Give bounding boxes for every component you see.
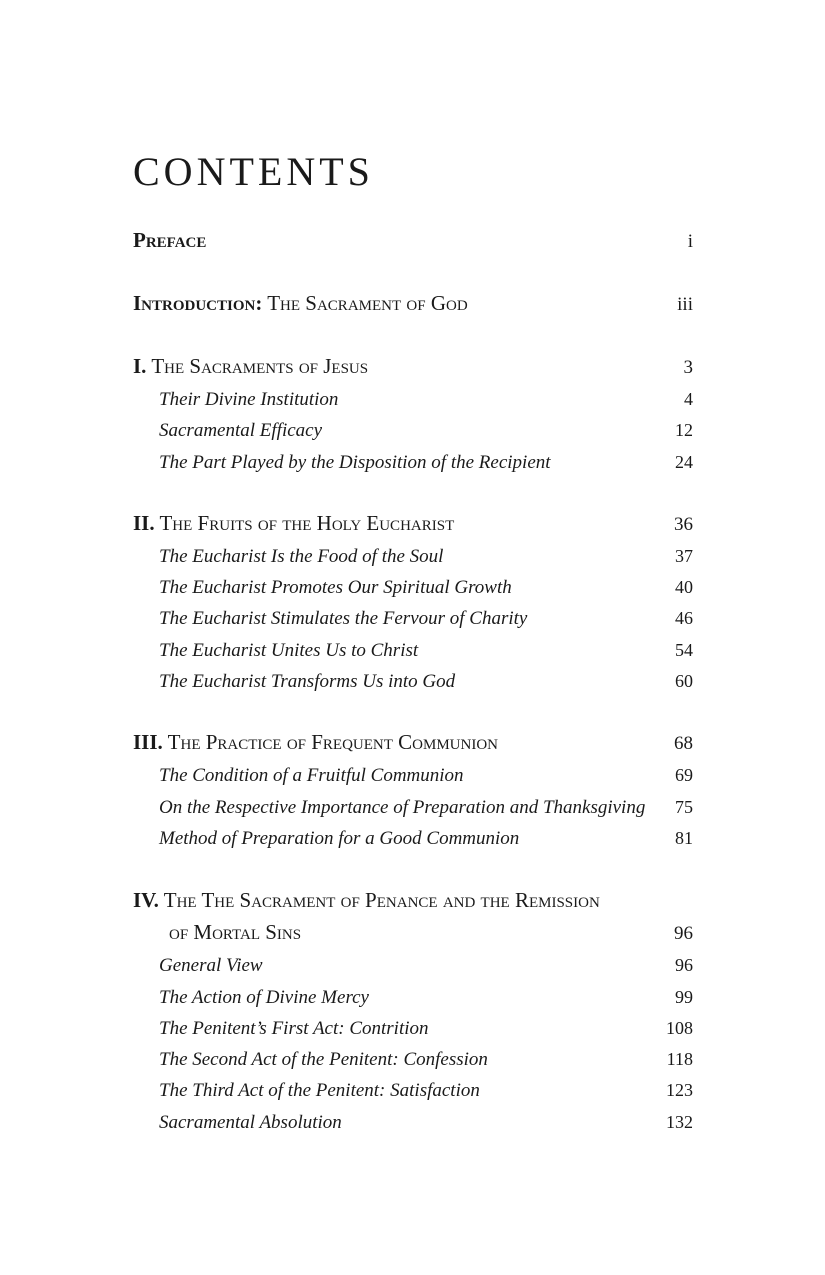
toc-subentry[interactable]	[133, 666, 693, 697]
toc-subentry[interactable]	[133, 603, 693, 634]
toc-entry-subtitle: The Sacrament of God	[267, 291, 468, 315]
toc-subentry[interactable]	[133, 792, 693, 823]
toc-subentry[interactable]	[133, 635, 693, 666]
toc-entry-label: Preface	[133, 228, 207, 252]
toc-page-number: i	[687, 231, 693, 252]
toc-subentry-label: General View	[159, 955, 263, 977]
toc-page-number: 3	[683, 357, 693, 378]
toc-subentry-label: The Eucharist Unites Us to Christ	[159, 639, 419, 661]
toc-entry-prefix: Introduction:	[133, 291, 263, 315]
toc-subentry[interactable]	[133, 1075, 693, 1106]
toc-subentry[interactable]	[133, 415, 693, 446]
toc-subentry-label: The Condition of a Fruitful Communion	[159, 765, 464, 787]
toc-subentry-label: The Eucharist Stimulates the Fervour of Charity	[159, 608, 528, 630]
toc-page-number: 54	[675, 639, 693, 660]
toc-page-number: 68	[674, 733, 693, 755]
toc-page-number: iii	[677, 294, 693, 315]
toc-subentry[interactable]	[133, 1107, 693, 1138]
toc-section-heading	[133, 507, 454, 539]
section-number: II.	[133, 510, 155, 535]
toc-page-number: 132	[666, 1111, 693, 1132]
toc-subentry[interactable]	[133, 982, 693, 1013]
toc-page-number: 4	[684, 389, 693, 409]
toc-page-number: 12	[675, 420, 693, 441]
section-title-continuation: of Mortal Sins	[169, 920, 302, 945]
toc-page-number: 75	[675, 796, 693, 817]
toc-subentry-label: The Eucharist Is the Food of the Soul	[159, 545, 444, 567]
toc-section-4[interactable]	[133, 884, 693, 916]
toc-page-number: 46	[675, 608, 693, 629]
toc-subentry[interactable]	[133, 384, 693, 415]
toc-page-number: 81	[675, 827, 693, 848]
section-number: IV.	[133, 888, 159, 913]
toc-section-2[interactable]	[133, 507, 693, 541]
toc-subentry-label: On the Respective Importance of Preparation and Thanksgiving	[159, 796, 646, 818]
toc-page-number: 60	[675, 671, 693, 692]
toc-page-number: 96	[674, 923, 693, 945]
section-title: The Fruits of the Holy Eucharist	[159, 510, 455, 535]
toc-section-4-continuation[interactable]	[133, 916, 693, 950]
toc-subentry-label: The Part Played by the Disposition of the Recipient	[159, 451, 551, 473]
toc-section-heading	[133, 726, 498, 758]
toc-page-number: 36	[674, 513, 693, 535]
toc-page-number: 40	[675, 577, 693, 598]
toc-section-heading	[133, 350, 368, 382]
section-title: The Practice of Frequent Communion	[167, 730, 499, 755]
toc-subentry[interactable]	[133, 572, 693, 603]
toc-subentry[interactable]	[133, 541, 693, 572]
section-title: The Sacraments of Jesus	[151, 354, 369, 378]
page-title: CONTENTS	[133, 149, 374, 194]
toc-section-heading	[133, 884, 600, 916]
toc-page-number: 69	[675, 765, 693, 786]
toc-subentry[interactable]	[133, 760, 693, 791]
toc-subentry-label: The Second Act of the Penitent: Confession	[159, 1049, 488, 1071]
toc-page-number: 24	[675, 451, 693, 472]
toc-subentry-label: Sacramental Efficacy	[159, 420, 323, 442]
toc-section-3[interactable]	[133, 726, 693, 760]
toc-subentry-label: The Eucharist Promotes Our Spiritual Growth	[159, 577, 512, 599]
toc-entry-preface[interactable]	[133, 224, 693, 258]
toc-entry-label	[133, 287, 468, 319]
toc-subentry[interactable]	[133, 1013, 693, 1044]
section-number: I.	[133, 354, 147, 378]
toc-subentry-label: Method of Preparation for a Good Communion	[159, 827, 520, 849]
section-title: The The Sacrament of Penance and the Remission	[163, 888, 600, 913]
toc-subentry[interactable]	[133, 447, 693, 478]
toc-subentry-label: The Action of Divine Mercy	[159, 986, 369, 1008]
toc-page-number: 118	[666, 1049, 693, 1070]
toc-page-number: 37	[675, 545, 693, 566]
toc-subentry-label: The Third Act of the Penitent: Satisfaction	[159, 1080, 480, 1102]
toc-subentry-label: The Eucharist Transforms Us into God	[159, 671, 456, 693]
toc-entry-introduction[interactable]	[133, 287, 693, 321]
table-of-contents	[133, 220, 693, 1138]
toc-page-number: 96	[675, 955, 693, 976]
toc-page-number: 108	[666, 1017, 693, 1038]
toc-page-number: 99	[675, 986, 693, 1007]
toc-subentry[interactable]	[133, 823, 693, 854]
toc-subentry-label: Their Divine Institution	[159, 389, 339, 410]
toc-subentry[interactable]	[133, 950, 693, 981]
toc-page-number: 123	[666, 1080, 693, 1101]
toc-subentry-label: The Penitent’s First Act: Contrition	[159, 1017, 429, 1039]
toc-section-1[interactable]	[133, 350, 693, 384]
toc-subentry-label: Sacramental Absolution	[159, 1111, 342, 1133]
toc-subentry[interactable]	[133, 1044, 693, 1075]
section-number: III.	[133, 730, 163, 755]
